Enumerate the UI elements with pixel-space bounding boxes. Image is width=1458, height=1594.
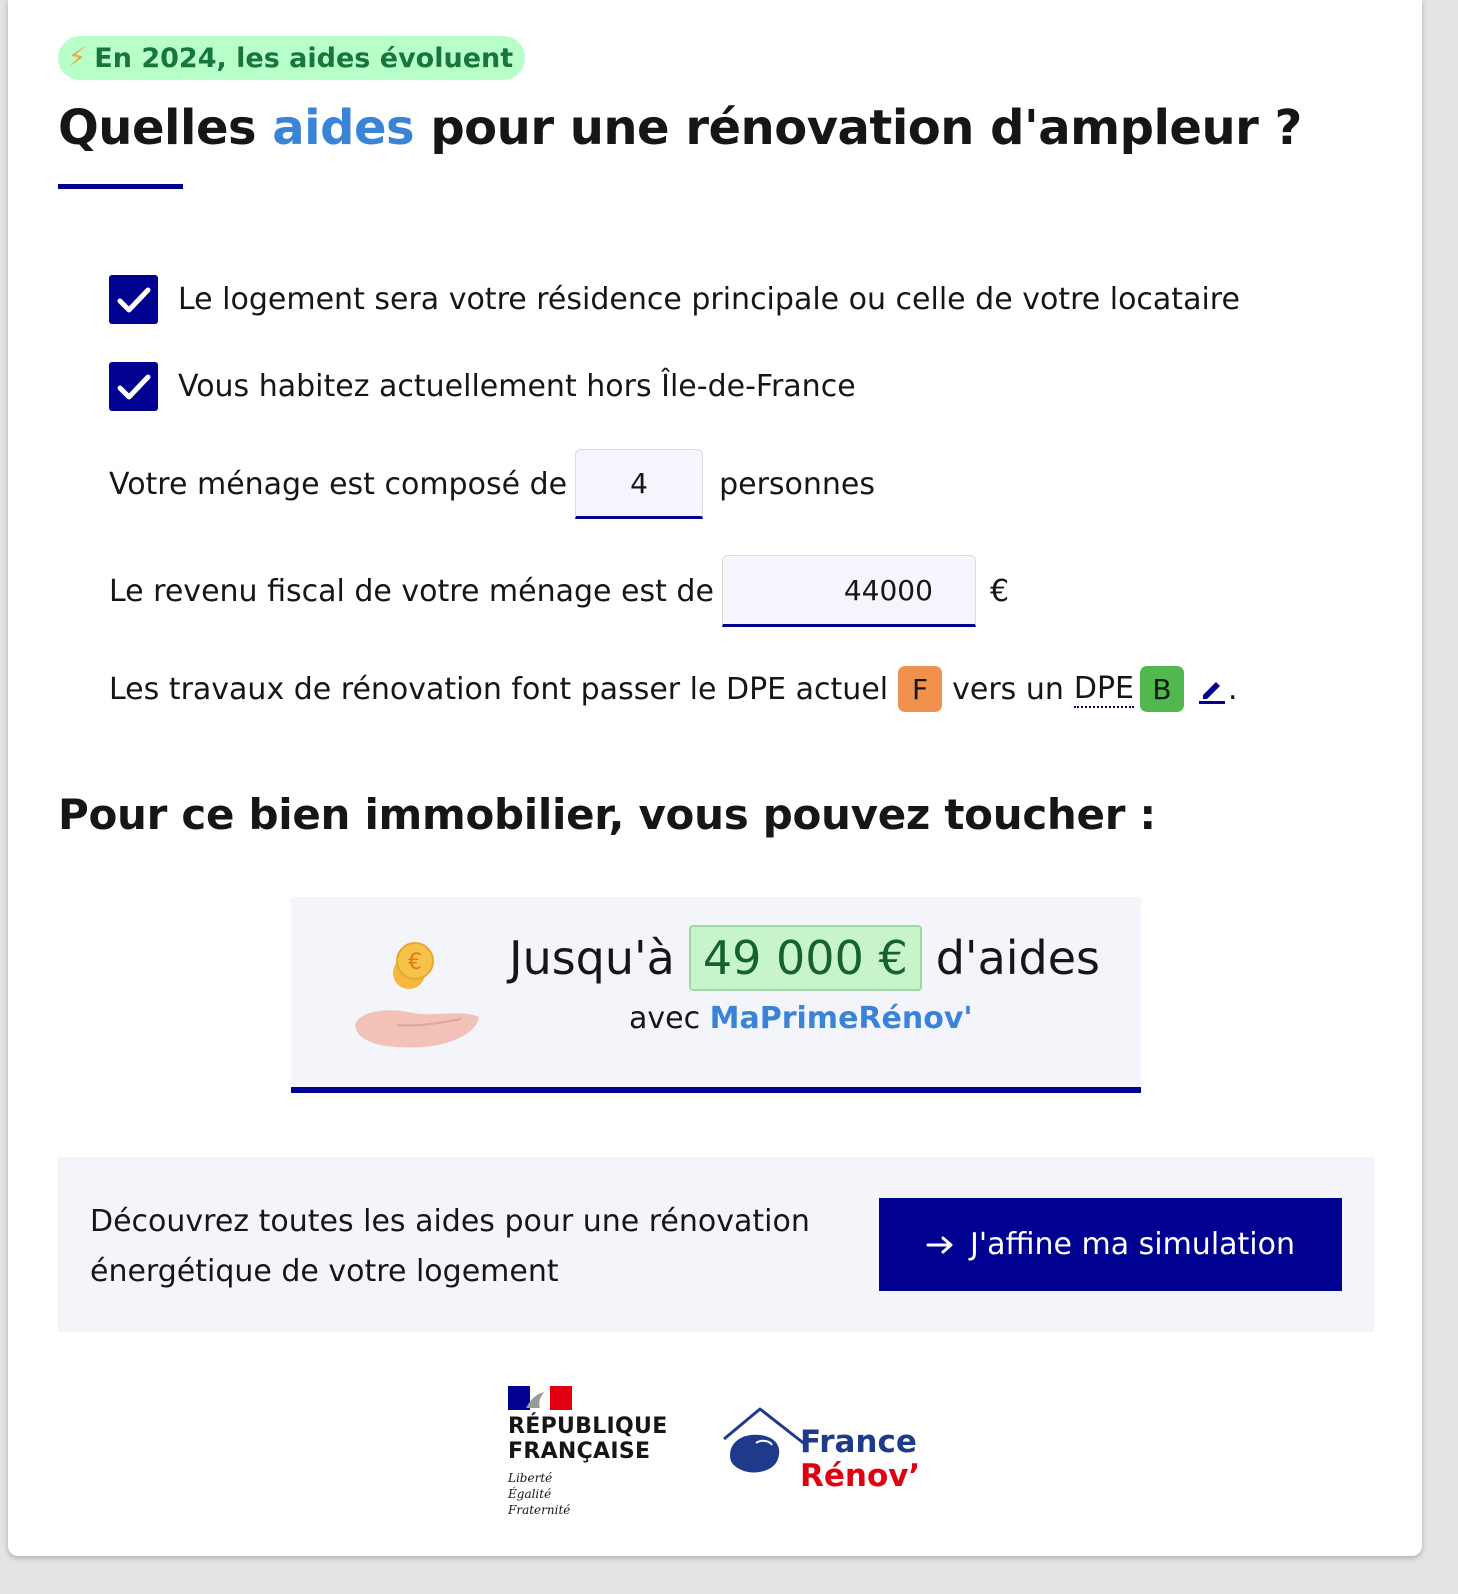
news-badge	[58, 36, 525, 80]
coins-hand-icon	[351, 937, 483, 1049]
result-card	[291, 897, 1141, 1093]
rf-line1: RÉPUBLIQUE	[508, 1414, 668, 1439]
household-unit: personnes	[719, 466, 876, 502]
household-label: Votre ménage est composé de	[109, 466, 568, 502]
household-input[interactable]	[575, 449, 703, 519]
marianne-icon	[508, 1386, 572, 1410]
dpe-definition-link[interactable]: DPE	[1073, 670, 1135, 706]
rf-line2: FRANÇAISE	[508, 1439, 651, 1464]
rf-motto	[508, 1470, 668, 1518]
idf-label: Vous habitez actuellement hors Île-de-France	[178, 369, 856, 404]
dpe-current-badge[interactable]: F	[898, 666, 942, 712]
idf-row	[109, 362, 856, 411]
dpe-middle-text: vers un	[952, 671, 1064, 707]
edit-icon[interactable]	[1196, 673, 1228, 705]
widget-card	[8, 0, 1422, 1556]
checkmark-icon	[117, 286, 151, 314]
france-renov-logo	[720, 1405, 921, 1494]
income-input[interactable]	[722, 555, 976, 627]
result-with: avec	[629, 1001, 701, 1036]
household-row	[109, 449, 875, 519]
residence-row	[109, 275, 1240, 324]
checkmark-icon	[117, 373, 151, 401]
france-renov-wordmark	[800, 1425, 920, 1493]
page-title	[58, 96, 1302, 160]
refine-simulation-label: J'affine ma simulation	[969, 1227, 1296, 1262]
dpe-end: .	[1228, 671, 1238, 707]
cta-text-line1: Découvrez toutes les aides pour une rénovation	[90, 1204, 810, 1239]
dpe-row	[109, 664, 1238, 714]
title-accent: aides	[272, 100, 415, 156]
fr-line2: Rénov’	[800, 1458, 921, 1494]
title-underline	[58, 184, 183, 189]
cta-banner	[58, 1157, 1374, 1332]
program-name: MaPrimeRénov'	[709, 1001, 973, 1036]
income-label: Le revenu fiscal de votre ménage est de	[109, 573, 714, 609]
dpe-target-badge[interactable]: B	[1140, 666, 1184, 712]
idf-checkbox[interactable]	[109, 362, 158, 411]
result-amount-line	[509, 925, 1100, 991]
residence-checkbox[interactable]	[109, 275, 158, 324]
result-prefix: Jusqu'à	[509, 931, 675, 985]
rf-motto3: Fraternité	[508, 1503, 571, 1517]
rf-motto2: Égalité	[508, 1487, 552, 1501]
income-unit: €	[989, 573, 1010, 609]
title-after: pour une rénovation d'ampleur ?	[414, 100, 1302, 156]
result-suffix: d'aides	[935, 931, 1100, 985]
aid-amount: 49 000 €	[689, 925, 922, 991]
cta-text	[90, 1197, 810, 1297]
rf-motto1: Liberté	[508, 1471, 553, 1485]
result-program-line	[629, 1001, 973, 1036]
cta-text-line2: énergétique de votre logement	[90, 1254, 559, 1289]
result-heading: Pour ce bien immobilier, vous pouvez toucher :	[58, 790, 1156, 839]
france-renov-house-icon	[720, 1405, 812, 1477]
income-row	[109, 555, 1009, 627]
title-before: Quelles	[58, 100, 273, 156]
dpe-label: Les travaux de rénovation font passer le DPE actuel	[109, 671, 889, 707]
refine-simulation-button[interactable]	[879, 1198, 1342, 1291]
news-badge-text: En 2024, les aides évoluent	[94, 42, 514, 74]
republique-francaise-logo	[508, 1386, 668, 1518]
fr-line1: France	[800, 1424, 917, 1460]
lightning-icon: ⚡	[68, 43, 87, 73]
rf-name	[508, 1414, 668, 1464]
arrow-right-icon	[926, 1235, 956, 1255]
residence-label: Le logement sera votre résidence principale ou celle de votre locataire	[178, 282, 1240, 317]
svg-text:€: €	[408, 950, 422, 975]
